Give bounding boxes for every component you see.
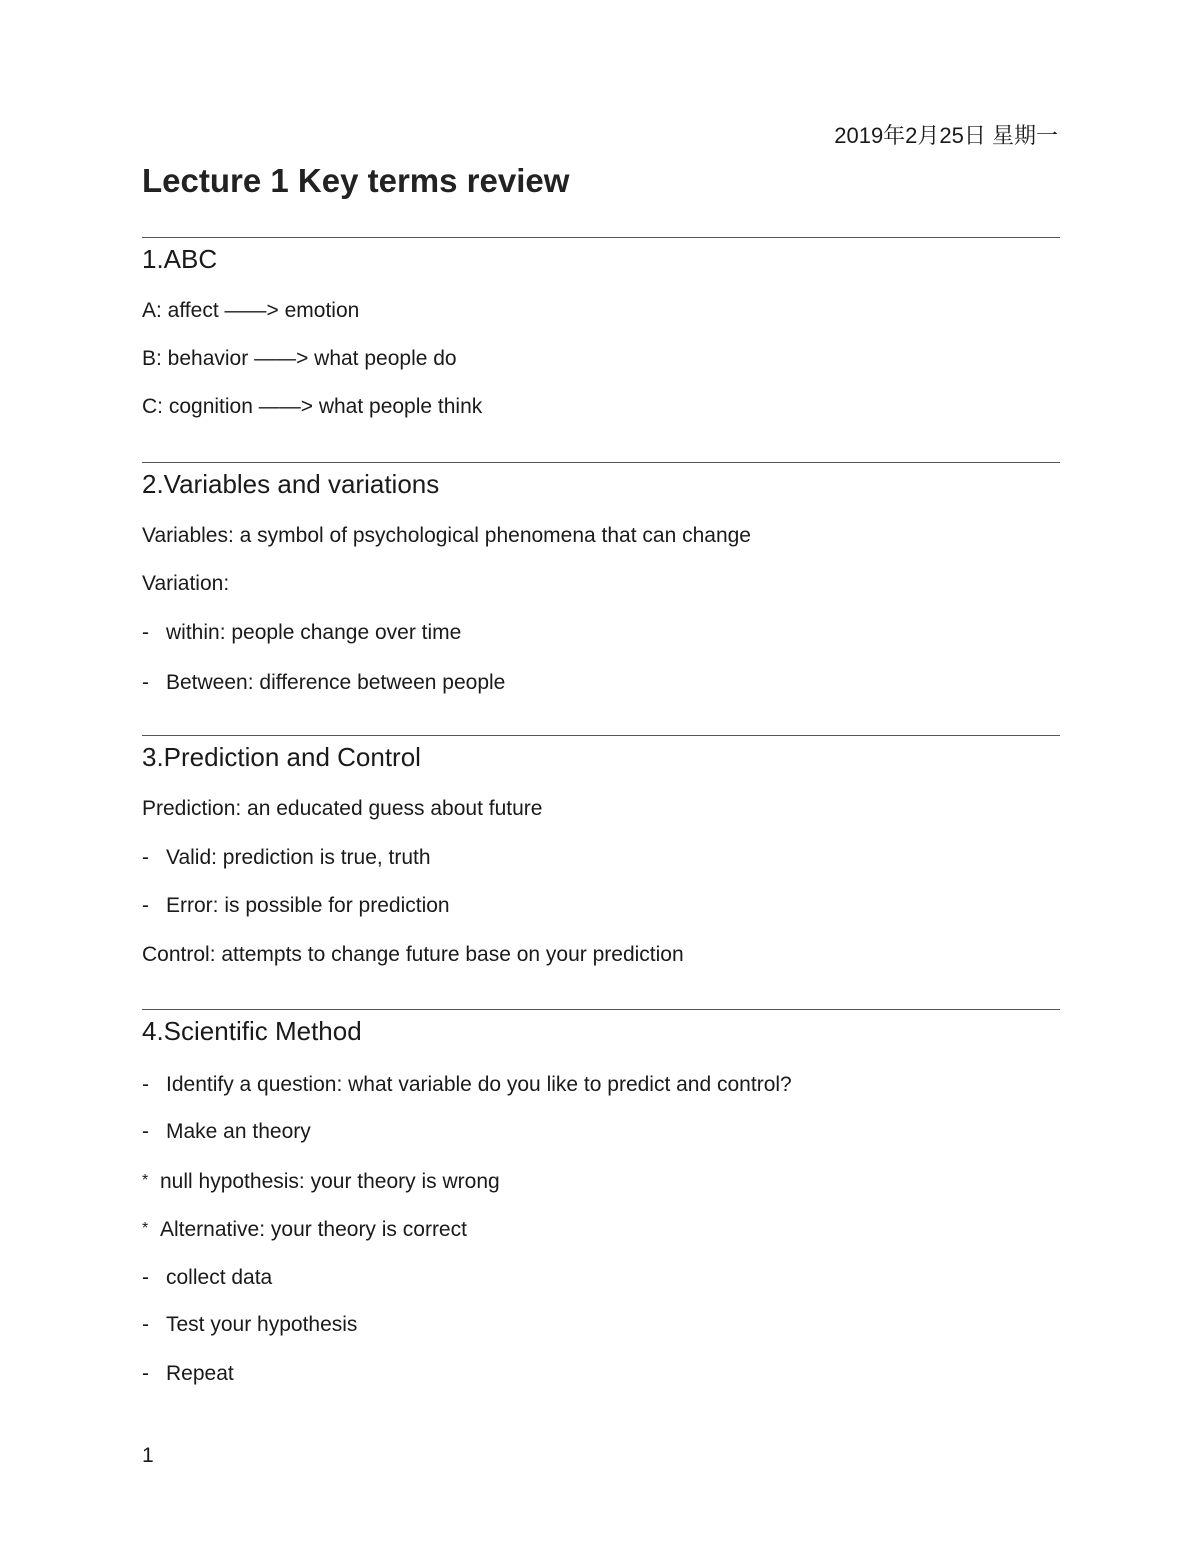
list-item-text: Alternative: your theory is correct [160, 1218, 467, 1241]
section-abc [142, 237, 1060, 418]
list-item-text: Error: is possible for prediction [166, 894, 450, 917]
list-item [142, 844, 431, 872]
list-item-text: Repeat [166, 1362, 234, 1385]
text-line: C: cognition ——> what people think [142, 395, 483, 418]
section-heading: 3.Prediction and Control [142, 742, 421, 772]
section-heading: 1.ABC [142, 244, 218, 274]
text-line: Variation: [142, 572, 230, 595]
list-item [142, 1118, 311, 1146]
document-date: 2019年2月25日 星期一 [834, 123, 1058, 148]
section-heading: 4.Scientific Method [142, 1016, 362, 1046]
list-item [142, 892, 450, 920]
list-item [142, 1264, 272, 1292]
section-variables [142, 462, 1060, 694]
text-line: Control: attempts to change future base on your prediction [142, 943, 684, 966]
text-line: A: affect ——> emotion [142, 299, 360, 322]
list-item-text: Make an theory [166, 1120, 311, 1143]
text-line: Variables: a symbol of psychological phenomena that can change [142, 524, 751, 547]
dash-bullet: - [142, 1266, 149, 1289]
dash-bullet: - [142, 846, 149, 869]
section-divider [142, 462, 1060, 463]
sub-list-item [142, 1215, 467, 1244]
list-item [142, 669, 505, 697]
star-bullet: * [142, 1220, 149, 1237]
list-item-text: collect data [166, 1266, 273, 1289]
list-item-text: null hypothesis: your theory is wrong [160, 1170, 500, 1193]
list-item-text: Test your hypothesis [166, 1313, 358, 1336]
dash-bullet: - [142, 1313, 149, 1336]
sub-list-item [142, 1167, 500, 1196]
dash-bullet: - [142, 621, 149, 644]
dash-bullet: - [142, 1073, 149, 1096]
section-scientific-method [142, 1009, 1060, 1385]
section-prediction-control [142, 735, 1060, 966]
document-title: Lecture 1 Key terms review [142, 162, 570, 199]
text-line: Prediction: an educated guess about future [142, 797, 543, 820]
dash-bullet: - [142, 671, 149, 694]
list-item [142, 1360, 234, 1388]
list-item [142, 1311, 357, 1339]
list-item-text: Between: difference between people [166, 671, 506, 694]
list-item [142, 1071, 792, 1099]
section-divider [142, 1009, 1060, 1010]
dash-bullet: - [142, 894, 149, 917]
section-divider [142, 735, 1060, 736]
list-item-text: Identify a question: what variable do you like to predict and control? [166, 1073, 792, 1096]
star-bullet: * [142, 1172, 149, 1189]
list-item-text: Valid: prediction is true, truth [166, 846, 431, 869]
text-line: B: behavior ——> what people do [142, 347, 457, 370]
list-item-text: within: people change over time [166, 621, 462, 644]
section-divider [142, 237, 1060, 238]
dash-bullet: - [142, 1362, 149, 1385]
section-heading: 2.Variables and variations [142, 469, 440, 499]
list-item [142, 619, 461, 647]
page-number: 1 [142, 1444, 154, 1467]
dash-bullet: - [142, 1120, 149, 1143]
